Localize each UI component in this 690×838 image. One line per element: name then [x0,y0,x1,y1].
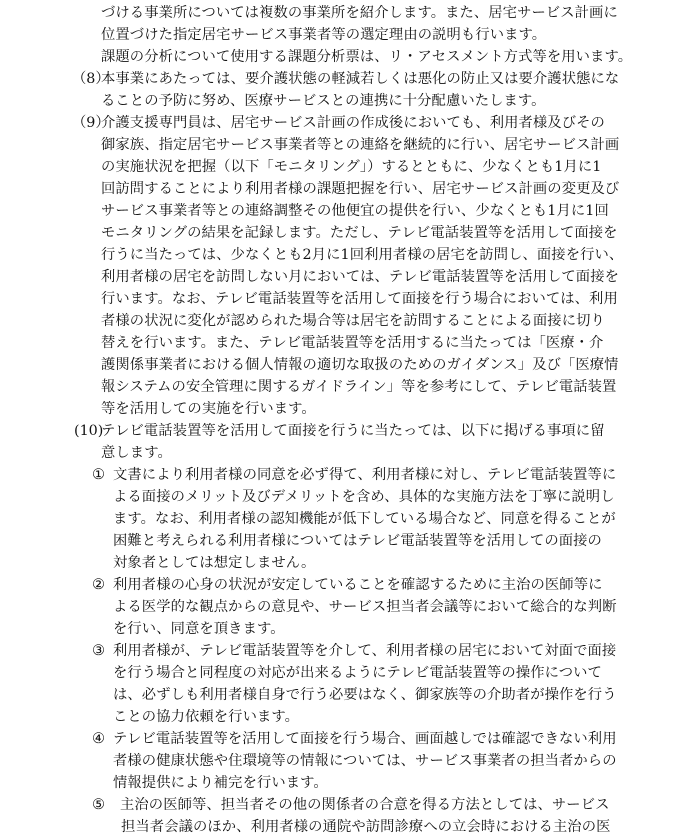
text-line: 利用者様の居宅を訪問しない月においては、テレビ電話装置等を活用して面接を [101,269,619,285]
text-line: 者様の健康状態や住環境等の情報については、サービス事業者の担当者からの [113,753,617,769]
text-line: 行うに当たっては、少なくとも2月に1回利用者様の居宅を訪問し、面接を行い、 [101,247,624,263]
text-line: 御家族、指定居宅サービス事業者等との連絡を継続的に行い、居宅サービス計画 [101,137,620,153]
circled-number-5: ⑤ [92,797,105,813]
text-line: よる面接のメリット及びデメリットを含め、具体的な実施方法を丁寧に説明し [113,489,615,505]
text-line: 回訪問することにより利用者様の課題把握を行い、居宅サービス計画の変更及び [101,181,620,197]
text-line: よる医学的な観点からの意見や、サービス担当者会議等において総合的な判断 [113,599,617,615]
circled-number-4: ④ [92,731,105,747]
circled-number-1: ① [92,467,105,483]
text-line: 行います。なお、テレビ電話装置等を活用して面接を行う場合においては、利用 [101,291,618,307]
text-line: 困難と考えられる利用者様についてはテレビ電話装置等を活用しての面接の [113,533,602,549]
text-line: ことの協力依頼を行います。 [113,709,300,725]
text-line: の実施状況を把握（以下「モニタリング」）するとともに、少なくとも1月に1 [101,159,602,175]
text-line: は、必ずしも利用者様自身で行う必要はなく、御家族等の介助者が操作を行う [113,687,617,703]
text-line: 文書により利用者様の同意を必ず得て、利用者様に対し、テレビ電話装置等に [113,467,617,483]
text-line: 本事業にあたっては、要介護状態の軽減若しくは悪化の防止又は要介護状態にな [101,71,620,87]
text-line: を行う場合と同程度の対応が出来るようにテレビ電話装置等の操作について [113,665,602,681]
text-line: 対象者としては想定しません。 [113,555,316,571]
text-line: 利用者様が、テレビ電話装置等を介して、利用者様の居宅において対面で面接 [113,643,617,659]
item-number-10: (10) [74,423,104,439]
circled-number-2: ② [92,577,105,593]
text-line: サービス事業者等との連絡調整その他便宜の提供を行い、少なくとも1月に1回 [101,203,609,219]
text-line: ます。なお、利用者様の認知機能が低下している場合など、同意を得ることが [113,511,616,527]
item-number-9: （9） [72,115,110,131]
text-line: 位置づけた指定居宅サービス事業者等の選定理由の説明も行います。 [101,27,547,43]
text-line: モニタリングの結果を記録します。ただし、テレビ電話装置等を活用して面接を [101,225,618,241]
text-line: 報システムの安全管理に関するガイドライン」等を参考にして、テレビ電話装置 [101,379,617,395]
text-line: テレビ電話装置等を活用して面接を行う場合、画面越しでは確認できない利用 [113,731,617,747]
text-line: 替えを行います。また、テレビ電話装置等を活用するに当たっては「医療・介 [101,335,604,351]
text-line: 等を活用しての実施を行います。 [101,401,316,417]
circled-number-3: ③ [92,643,105,659]
text-line: 課題の分析について使用する課題分析票は、リ・アセスメント方式等を用います。 [101,49,633,65]
text-line: 意します。 [101,445,172,461]
text-line: 者様の状況に変化が認められた場合等は居宅を訪問することによる面接に切り [101,313,605,329]
text-line: 護関係事業者における個人情報の適切な取扱のためのガイダンス」及び「医療情 [101,357,619,373]
text-line: ることの予防に努め、医療サービスとの連携に十分配慮いたします。 [101,93,546,109]
text-line: づける事業所については複数の事業所を紹介します。また、居宅サービス計画に [101,5,618,21]
text-line: 主治の医師等、担当者その他の関係者の合意を得る方法としては、サービス [120,797,610,813]
text-line: 介護支援専門員は、居宅サービス計画の作成後においても、利用者様及びその [101,115,605,131]
text-line: 利用者様の心身の状況が安定していることを確認するために主治の医師等に [113,577,603,593]
item-number-8: （8） [72,71,110,87]
text-line: テレビ電話装置等を活用して面接を行うに当たっては、以下に掲げる事項に留 [101,423,605,439]
text-line: 情報提供により補完を行います。 [113,775,328,791]
text-line: を行い、同意を頂きます。 [113,621,285,637]
text-line: 担当者会議のほか、利用者様の通院や訪問診療への立会時における主治の医 [121,819,611,835]
